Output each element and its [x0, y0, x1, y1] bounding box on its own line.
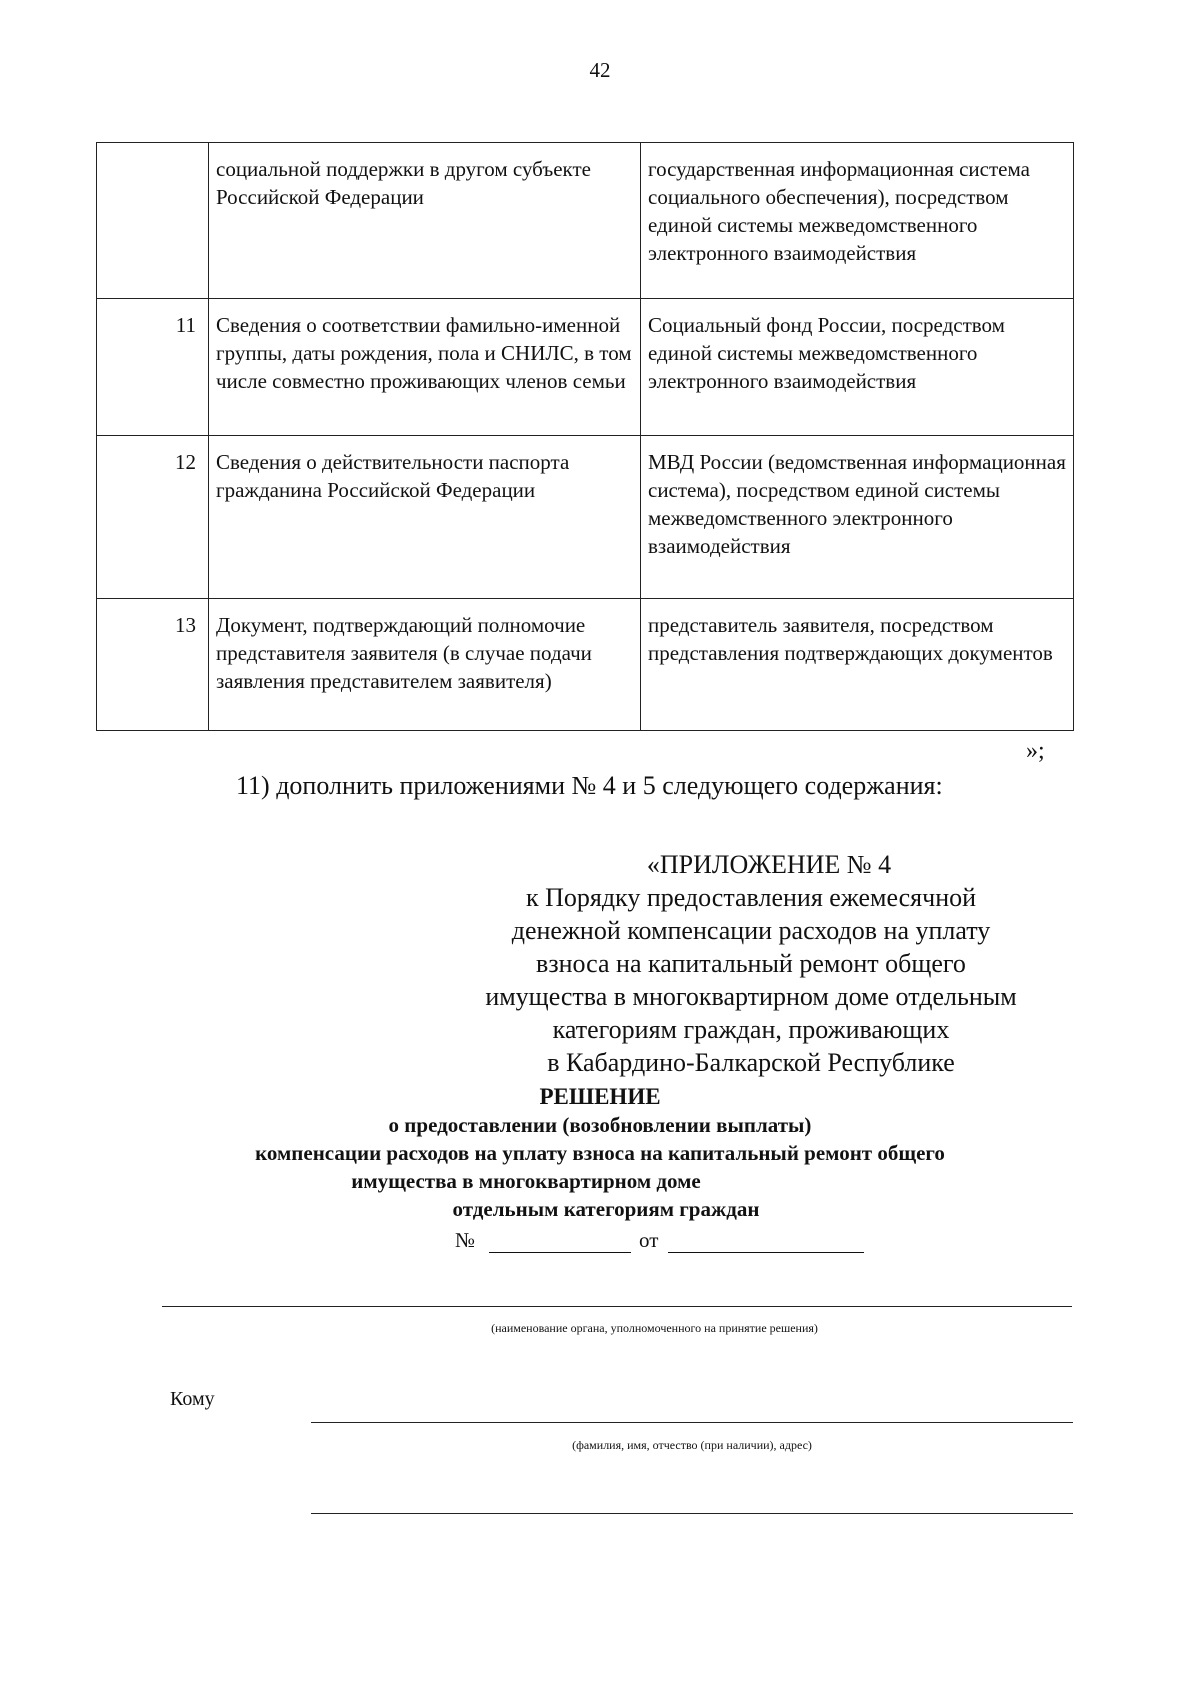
source-cell: государственная информационная система социального обеспечения), посредством единой системы межведомственного электронного взаимодействия	[641, 143, 1074, 299]
recipient-blank-line	[311, 1422, 1073, 1423]
number-label: №	[455, 1228, 476, 1252]
appendix-line: денежной компенсации расходов на уплату	[511, 916, 991, 945]
date-blank	[668, 1232, 864, 1253]
table-row	[97, 299, 1074, 436]
row-number: 11	[97, 299, 209, 436]
appendix-line: имущества в многоквартирном доме отдельным	[485, 982, 1017, 1011]
to-label: Кому	[170, 1388, 215, 1410]
page-number: 42	[589, 58, 611, 82]
authority-blank-line	[162, 1306, 1072, 1307]
appendix-line: к Порядку предоставления ежемесячной	[525, 883, 977, 912]
decision-number-line	[455, 1228, 864, 1253]
closing-quote: »;	[1026, 738, 1045, 764]
decision-line: компенсации расходов на уплату взноса на капитальный ремонт общего	[255, 1141, 945, 1165]
from-label: от	[639, 1228, 659, 1252]
appendix-header	[440, 848, 1062, 1079]
decision-heading: РЕШЕНИЕ	[539, 1084, 661, 1109]
amendment-text: 11) дополнить приложениями № 4 и 5 следующего содержания:	[236, 771, 943, 800]
appendix-title: «ПРИЛОЖЕНИЕ № 4	[646, 850, 892, 879]
decision-line: имущества в многоквартирном доме	[351, 1169, 701, 1193]
row-number: 12	[97, 436, 209, 599]
appendix-line: в Кабардино-Балкарской Республике	[547, 1048, 955, 1077]
document-cell: Сведения о действительности паспорта гражданина Российской Федерации	[209, 436, 641, 599]
row-number: 13	[97, 599, 209, 731]
authority-caption: (наименование органа, уполномоченного на принятие решения)	[491, 1321, 818, 1335]
appendix-line: категориям граждан, проживающих	[552, 1015, 950, 1044]
decision-line: отдельным категориям граждан	[452, 1197, 760, 1221]
documents-table	[96, 142, 1074, 731]
document-cell: Сведения о соответствии фамильно-именной группы, даты рождения, пола и СНИЛС, в том числе совместно проживающих членов семьи	[209, 299, 641, 436]
table-row	[97, 436, 1074, 599]
row-number	[97, 143, 209, 299]
source-cell: Социальный фонд России, посредством единой системы межведомственного электронного взаимодействия	[641, 299, 1074, 436]
address-blank-line	[311, 1513, 1073, 1514]
decision-title-block	[0, 1083, 1200, 1223]
number-blank	[489, 1232, 631, 1253]
table-row	[97, 143, 1074, 299]
decision-line: о предоставлении (возобновлении выплаты)	[388, 1113, 812, 1137]
recipient-caption: (фамилия, имя, отчество (при наличии), адрес)	[572, 1438, 812, 1452]
document-cell: Документ, подтверждающий полномочие представителя заявителя (в случае подачи заявления представителем заявителя)	[209, 599, 641, 731]
source-cell: представитель заявителя, посредством представления подтверждающих документов	[641, 599, 1074, 731]
document-cell: социальной поддержки в другом субъекте Российской Федерации	[209, 143, 641, 299]
appendix-line: взноса на капитальный ремонт общего	[536, 949, 966, 978]
table-row	[97, 599, 1074, 731]
source-cell: МВД России (ведомственная информационная система), посредством единой системы межведомственного электронного взаимодействия	[641, 436, 1074, 599]
